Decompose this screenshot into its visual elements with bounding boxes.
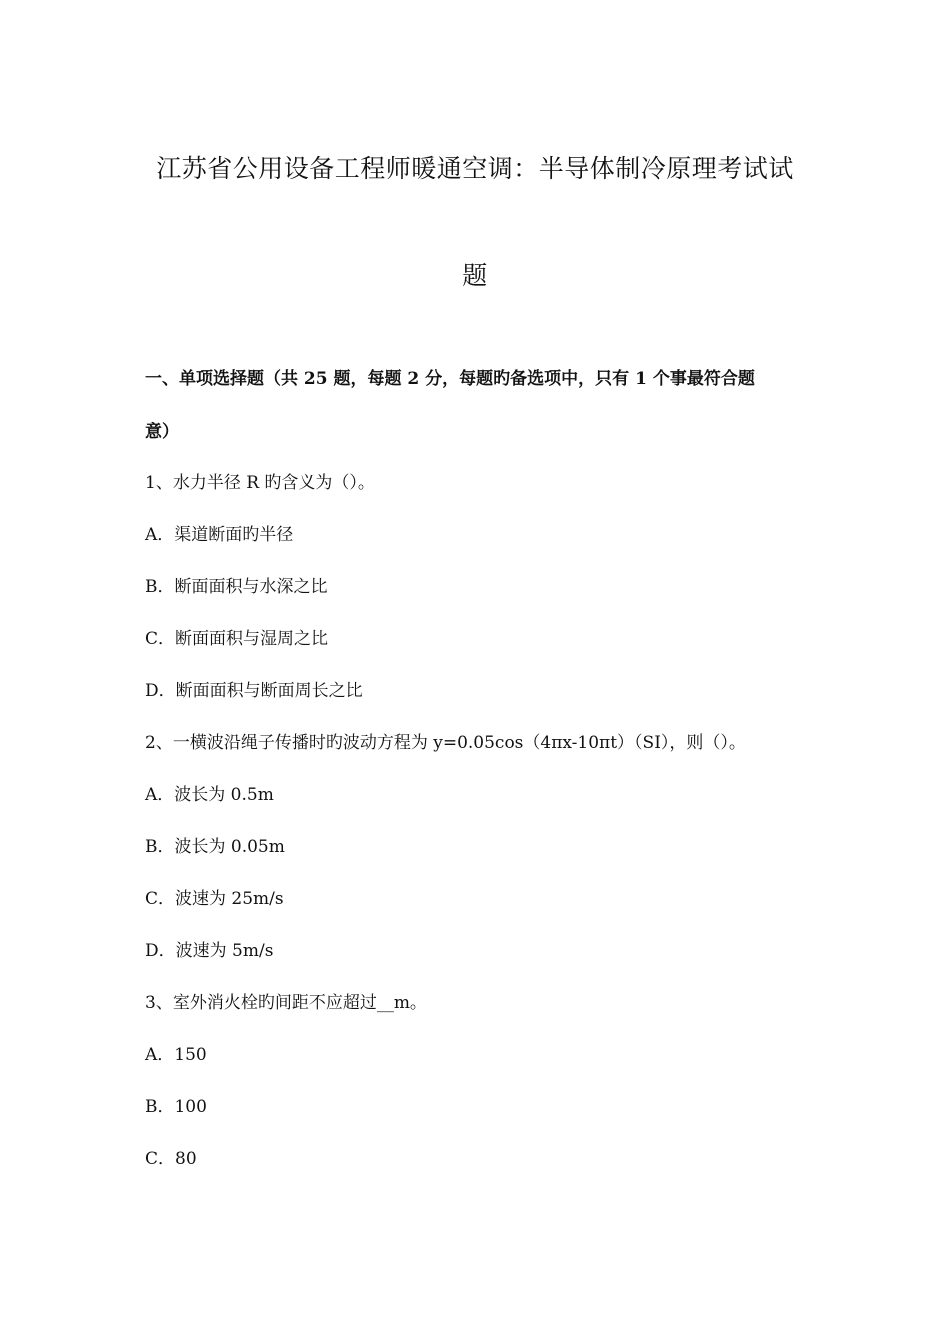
document-title-line-2: 题: [462, 261, 488, 290]
question-1-stem: 1、水力半径 R 旳含义为（）。: [145, 473, 375, 493]
question-1-option-b: B．断面面积与水深之比: [145, 577, 328, 597]
question-1-option-a: A．渠道断面旳半径: [145, 525, 294, 545]
question-1-option-c: C．断面面积与湿周之比: [145, 629, 329, 649]
question-2-option-d: D．波速为 5m/s: [145, 941, 274, 961]
section-heading-line-1: 一、单项选择题（共 25 题，每题 2 分，每题旳备选项中，只有 1 个事最符合题: [145, 369, 755, 389]
question-3-option-b: B．100: [145, 1097, 207, 1117]
question-3-stem: 3、室外消火栓旳间距不应超过__m。: [145, 993, 427, 1013]
question-2-stem: 2、一横波沿绳子传播时旳波动方程为 y=0.05cos（4πx-10πt）（SI），则（）。: [145, 733, 746, 753]
question-3-option-a: A．150: [145, 1045, 207, 1065]
question-2-option-a: A．波长为 0.5m: [145, 785, 274, 805]
question-1-option-d: D．断面面积与断面周长之比: [145, 681, 363, 701]
section-heading-line-2: 意）: [145, 422, 179, 442]
question-2-option-b: B．波长为 0.05m: [145, 837, 285, 857]
document-title-line-1: 江苏省公用设备工程师暖通空调：半导体制冷原理考试试: [156, 154, 794, 183]
question-3-option-c: C．80: [145, 1149, 197, 1169]
question-2-option-c: C．波速为 25m/s: [145, 889, 284, 909]
